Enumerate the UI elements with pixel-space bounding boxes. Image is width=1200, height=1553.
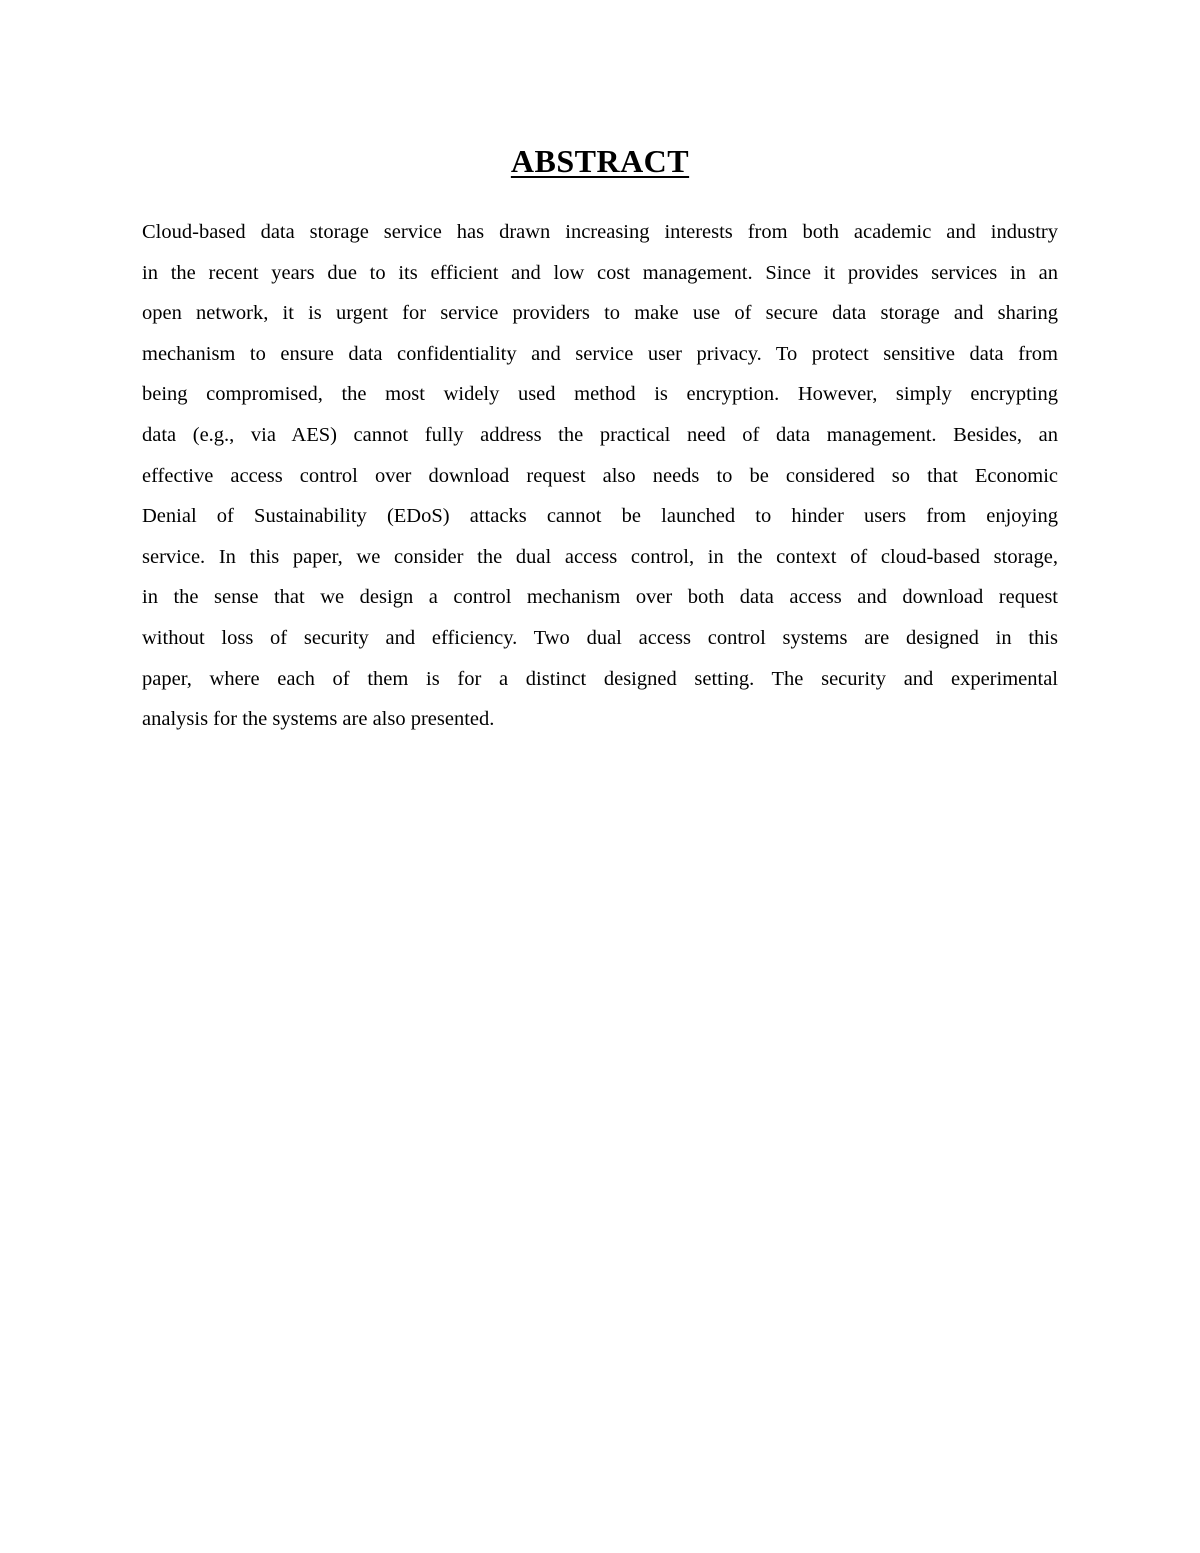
abstract-line: Denial of Sustainability (EDoS) attacks cannot be launched to hinder users from enjoying [142,505,1058,528]
abstract-line: mechanism to ensure data confidentiality and service user privacy. To protect sensitive data from [142,342,1058,365]
abstract-line: effective access control over download request also needs to be considered so that Economic [142,464,1058,487]
abstract-line: data (e.g., via AES) cannot fully address the practical need of data management. Besides, an [142,423,1058,446]
abstract-line: analysis for the systems are also presented. [142,708,495,731]
abstract-line: service. In this paper, we consider the dual access control, in the context of cloud-based storage, [142,545,1058,568]
abstract-line: without loss of security and efficiency. Two dual access control systems are designed in this [142,626,1058,649]
abstract-line: open network, it is urgent for service providers to make use of secure data storage and sharing [142,302,1058,325]
abstract-line: Cloud-based data storage service has drawn increasing interests from both academic and industry [142,221,1058,243]
abstract-line: in the recent years due to its efficient and low cost management. Since it provides services in an [142,261,1058,284]
abstract-paragraph [142,212,1058,740]
abstract-line: paper, where each of them is for a distinct designed setting. The security and experimental [142,667,1058,690]
abstract-line: being compromised, the most widely used method is encryption. However, simply encrypting [142,383,1058,406]
abstract-line: in the sense that we design a control mechanism over both data access and download request [142,586,1058,609]
abstract-heading: ABSTRACT [510,143,690,179]
